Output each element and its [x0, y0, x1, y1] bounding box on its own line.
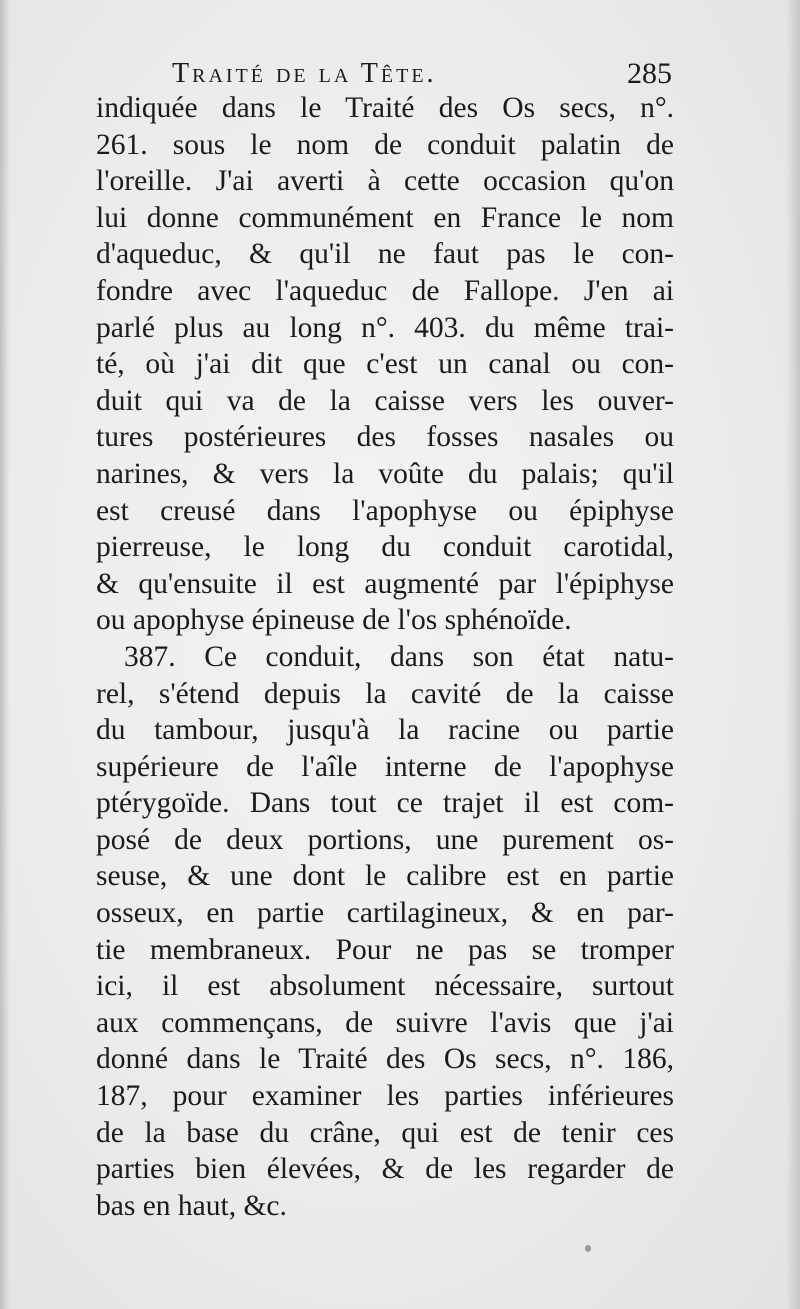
- text-line: indiquée dans le Traité des Os secs, n°.: [96, 92, 674, 124]
- text-line: l'oreille. J'ai averti à cette occasion qu'on: [96, 165, 674, 198]
- text-line: pierreuse, le long du conduit carotidal,: [96, 531, 674, 564]
- text-line: d'aqueduc, & qu'il ne faut pas le con-: [96, 238, 674, 271]
- text-line: du tambour, jusqu'à la racine ou partie: [96, 714, 674, 747]
- text-line: tures postérieures des fosses nasales ou: [96, 421, 674, 454]
- text-line: parties bien élevées, & de les regarder de: [96, 1153, 674, 1186]
- body-text: [96, 90, 674, 1224]
- page-header: [172, 54, 672, 94]
- text-line: est creusé dans l'apophyse ou épiphyse: [96, 494, 674, 527]
- page-edge-right: [786, 0, 800, 1309]
- text-line: ptérygoïde. Dans tout ce trajet il est com-: [96, 787, 674, 820]
- text-line: ou apophyse épineuse de l'os sphénoïde.: [96, 604, 572, 637]
- text-line: seuse, & une dont le calibre est en partie: [96, 860, 674, 893]
- text-line: & qu'ensuite il est augmenté par l'épiphyse: [96, 567, 674, 600]
- text-line: bas en haut, &c.: [96, 1189, 287, 1222]
- page-edge-left: [0, 0, 10, 1309]
- text-line: 387. Ce conduit, dans son état natu-: [124, 640, 674, 673]
- text-line: fondre avec l'aqueduc de Fallope. J'en ai: [96, 274, 674, 307]
- text-line: lui donne communément en France le nom: [96, 201, 674, 234]
- text-line: té, où j'ai dit que c'est un canal ou con-: [96, 348, 674, 381]
- text-line: narines, & vers la voûte du palais; qu'il: [96, 457, 674, 490]
- text-line: parlé plus au long n°. 403. du même trai-: [96, 311, 674, 344]
- text-line: donné dans le Traité des Os secs, n°. 186,: [96, 1043, 674, 1076]
- text-line: 261. sous le nom de conduit palatin de: [96, 128, 674, 161]
- text-line: de la base du crâne, qui est de tenir ces: [96, 1116, 674, 1149]
- paper-speck: [585, 1245, 591, 1252]
- text-line: posé de deux portions, une purement os-: [96, 823, 674, 856]
- text-line: tie membraneux. Pour ne pas se tromper: [96, 933, 674, 966]
- running-title: Traité de la Tête.: [172, 58, 437, 89]
- text-line: osseux, en partie cartilagineux, & en par-: [96, 897, 674, 930]
- text-line: supérieure de l'aîle interne de l'apophyse: [96, 750, 674, 783]
- text-line: ici, il est absolument nécessaire, surtout: [96, 970, 674, 1003]
- page-number: 285: [627, 57, 672, 90]
- text-line: rel, s'étend depuis la cavité de la caisse: [96, 677, 674, 710]
- text-line: aux commençans, de suivre l'avis que j'ai: [96, 1006, 674, 1039]
- text-line: duit qui va de la caisse vers les ouver-: [96, 384, 674, 417]
- text-line: 187, pour examiner les parties inférieures: [96, 1080, 674, 1113]
